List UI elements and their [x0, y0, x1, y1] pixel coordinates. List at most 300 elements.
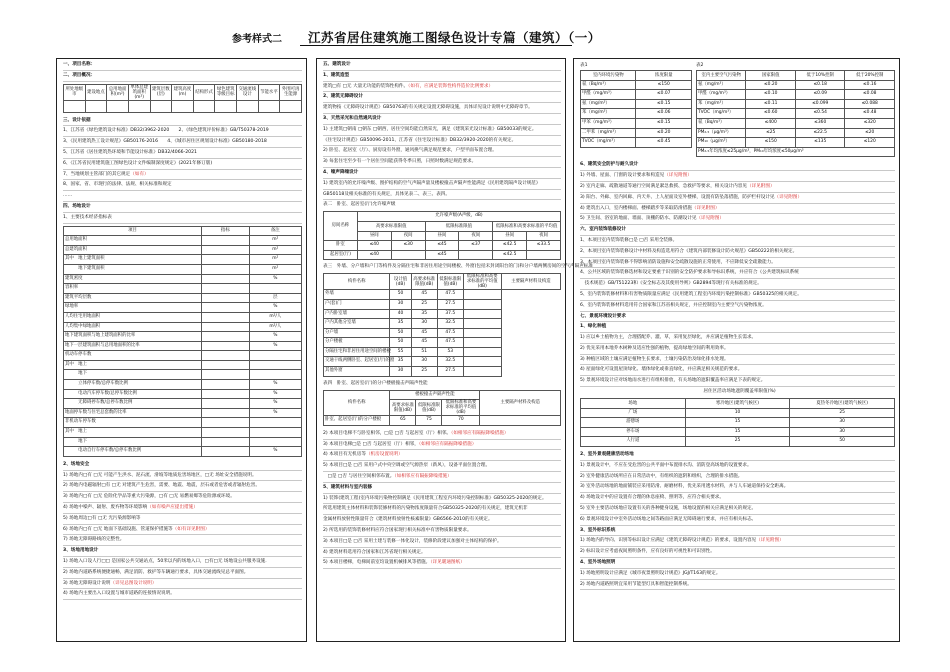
table-row — [64, 437, 302, 447]
table-row — [324, 338, 561, 348]
line-text: 2) 优先采用本地乔木树种及适应性强的植物，提高绿地空间的利用效率。 — [580, 345, 729, 351]
table-row — [324, 416, 561, 426]
table-row — [581, 427, 895, 437]
table-cell: % — [249, 332, 301, 342]
table-cell: 总用地面积 — [64, 236, 202, 246]
table-cell: ≤22.5 — [795, 128, 845, 138]
table-cell: 10 — [685, 408, 790, 418]
red-annotation: （如相邻应有隔振降噪措施） — [451, 430, 509, 436]
text-line — [580, 515, 895, 526]
line-text: 2) 本项目电梯不与卧室相邻，□是 □否 与起居室（厅）相邻。 — [323, 430, 452, 436]
table-row — [64, 341, 302, 351]
red-annotation: （详见附图） — [696, 216, 725, 222]
table-header-cell: 室内主要空气污染物 — [696, 71, 746, 81]
pollutant-table-title: 表1 — [580, 63, 588, 68]
line-text: 5) 本项目楼梯，电梯间前室均设置机械排风等措施。 — [323, 560, 431, 566]
line-text: 1) 场地内□有 □无 可能产生洪水、泥石流、滑坡等地质危害场地区，□无 场址安全措施说明。 — [63, 472, 257, 478]
line-text: 6、建筑安全防护与耐久设计 — [580, 162, 639, 168]
text-line — [63, 137, 302, 148]
line-text: 技术规范》GB/T51223和《安全标志及其使用导则》GB2894等现行有关标准的规定。 — [580, 281, 762, 287]
table-cell — [202, 428, 250, 438]
text-line — [580, 493, 895, 504]
red-annotation: （详见附图） — [691, 205, 720, 211]
line-text: 5) 室外主要活动场地应设置有关的各种健身设施，场地设置的相关应满足相关的规定。 — [580, 506, 757, 512]
table-row — [581, 80, 692, 90]
project-overview-table — [63, 84, 302, 113]
text-line — [63, 503, 302, 514]
table-cell: 分户楼板 — [324, 338, 390, 348]
table-cell: 25 — [411, 299, 437, 309]
line-text: 4) 场地内主要出入口设置与城市道路的连接情况说明。 — [63, 591, 175, 597]
table-row — [324, 328, 561, 338]
text-line — [63, 170, 302, 181]
line-text: 5、建筑材料与室内装修 — [323, 484, 373, 490]
table-row — [64, 274, 302, 284]
text-line — [580, 193, 895, 204]
text-line — [63, 180, 302, 191]
line-text: 1、主要技术经济指标表 — [63, 214, 112, 220]
table-cell: ≤0.099 — [795, 99, 845, 109]
table-cell: ≤0.45 — [636, 138, 691, 148]
table-cell — [202, 351, 250, 361]
table-row — [581, 99, 692, 109]
red-annotation: （如有详见附图） — [172, 526, 210, 532]
table-cell: 75 — [416, 416, 442, 426]
line-text: GB50118及相关标准的有关规定，具体见表二、表三、表四。 — [323, 191, 450, 197]
table-cell: % — [249, 341, 301, 351]
line-text: 建筑物按《无障碍设计规范》GB50763的有关规定设置无障碍设施，具体详见设计说明中无障碍章节。 — [323, 105, 533, 111]
text-line — [323, 146, 561, 157]
text-line — [580, 504, 895, 515]
table-cell: m²/人 — [249, 312, 301, 322]
table-cell: 25 — [411, 367, 437, 377]
section-heading — [63, 546, 302, 557]
table-header-cell: 交通流线设计 — [237, 84, 259, 100]
table-cell — [202, 389, 250, 399]
section-heading — [580, 312, 895, 323]
column-interior-and-landscape — [573, 58, 900, 642]
line-text: 2) 室外健康活动场所应在日常活动中，有组织的遮阴和组织，合理的排水措施。 — [580, 473, 743, 479]
pollutant-rows — [581, 80, 692, 147]
table-cell: ≤20 — [845, 128, 895, 138]
line-text: 1) 场地入口设人行□□ 是国家公共交通站点，50米以内的场地入口，□有□无 场地设公共服务设施. — [63, 558, 267, 564]
table-row — [324, 241, 561, 251]
table-header-cell: 指标 — [202, 226, 250, 236]
line-text: 4) 本项目有无机房等 — [323, 452, 366, 458]
pollutant-head-row — [581, 71, 692, 81]
table-header-cell: 昼间 — [357, 231, 391, 241]
table-header-cell: 高要求标准限值(dB) — [411, 274, 437, 290]
table-row — [64, 264, 302, 274]
line-text: 5、江苏省《居住建筑热环境和节能设计标准》DB32/4066-2021 — [63, 149, 197, 155]
table-cell — [280, 100, 302, 112]
table-cell: 卧室、起居室(厅)的分户楼板 — [324, 416, 390, 426]
table-cell — [463, 290, 501, 300]
table-cell: 地面停车数与住宅总套数的比率 — [64, 408, 202, 418]
table-cell — [463, 309, 501, 319]
table-cell: ≤400 — [746, 118, 796, 128]
table-cell: 绿地率 — [64, 303, 202, 313]
table-cell: 甲醛（mg/m³） — [581, 90, 636, 100]
table-cell: TVOC（mg/m³） — [696, 109, 746, 119]
section-heading — [580, 558, 895, 569]
line-text: □是 □否 与居住空间相邻布置。 — [323, 474, 395, 480]
section-heading — [323, 483, 561, 494]
table-cell: 电动自行车停车数/总停车数比例 — [64, 447, 202, 457]
table-header-cell: 绿色建筑等级目标 — [215, 84, 237, 100]
text-line — [323, 136, 561, 147]
table-cell: 外墙 — [324, 290, 390, 300]
text-line — [580, 355, 895, 366]
table-row — [64, 322, 302, 332]
line-text: 5、室内装饰装修材料和有害物质限量应满足《民用建筑工程室内环境污染控制标准》GB50325的相关规定。 — [580, 291, 802, 297]
line-text: 3、场地用地设计 — [63, 548, 99, 554]
text-line — [63, 159, 302, 170]
section-heading — [63, 202, 302, 213]
section-heading — [323, 92, 561, 103]
col3-lines-b — [574, 449, 899, 590]
line-text: 2、建筑无障碍设计 — [323, 94, 363, 100]
table-header-cell: 建筑高度(m) — [172, 84, 194, 100]
line-text: 2) 卧室、起居室（厅）、厨房设有外窗，通风换气满足规范要求，户型平面布置合理。 — [323, 148, 497, 154]
table-cell: 甲苯（mg/m³） — [581, 118, 636, 128]
table-cell — [202, 418, 250, 428]
table-cell: 分户墙 — [324, 328, 390, 338]
table-header-cell: 低限标准和高要求标准的平均值(dB) — [463, 274, 501, 290]
table-cell: 停车场 — [581, 427, 686, 437]
table-cell: % — [249, 447, 301, 457]
table-row — [324, 367, 561, 377]
table-cell — [202, 312, 250, 322]
line-text: 2) 所选用的装饰装修材料应符合国家现行相关标准中有害物质限量要求。 — [323, 528, 472, 534]
table-cell: ≤0.20 — [746, 80, 796, 90]
section-heading — [580, 160, 895, 171]
title-underline — [300, 45, 572, 46]
line-text: 2、本项目室内装饰装修设计中材料及构造选用符合《建筑内部装修设计防火规范》GB50222的相关规定。 — [580, 248, 798, 254]
table-cell: 27.5 — [437, 299, 463, 309]
noise-sub2-row — [324, 231, 561, 241]
section-heading — [63, 116, 302, 127]
line-text: 2、室外景观健康活动场地 — [580, 452, 634, 458]
table-cell: 30 — [390, 299, 411, 309]
text-line — [580, 461, 895, 472]
table-cell — [249, 351, 301, 361]
table-cell — [202, 447, 250, 457]
table-header-cell: 昼间 — [425, 231, 459, 241]
table-cell: 卧室 — [324, 241, 358, 251]
table-cell: 37.5 — [437, 309, 463, 319]
airborne-table-caption: 表三 外墙、分户墙和户门等构件及分隔住宅和非居住用途空间楼板、外窗(包括未封闭阳台的门)和分户墙两侧房间的空气声隔声标准 — [323, 264, 594, 270]
table-cell: ≤45 — [425, 241, 459, 251]
table-cell: 50 — [390, 290, 411, 300]
table-row — [64, 408, 302, 418]
section-heading — [580, 526, 895, 537]
table-cell — [202, 264, 250, 274]
section-heading — [63, 71, 302, 82]
text-line — [580, 247, 895, 258]
table-cell: 地下 — [64, 370, 202, 380]
line-text: 1) 场地照明设计应满足《城市夜景照明设计规范》JGJ/T163的规定。 — [580, 570, 721, 576]
text-line — [580, 236, 895, 247]
line-text: 1、绿化种植 — [580, 324, 607, 330]
table-row — [64, 428, 302, 438]
table-row — [64, 399, 302, 409]
table-cell: 50 — [390, 328, 411, 338]
tech-indicator-rows — [64, 236, 302, 457]
table-cell: 30 — [411, 319, 437, 329]
table-cell — [202, 303, 250, 313]
table-row — [64, 332, 302, 342]
table-cell: ≤0.54 — [795, 109, 845, 119]
table-cell: ≤37 — [459, 241, 493, 251]
text-line — [323, 472, 561, 483]
red-annotation: （如有，应满足装饰性构件造价比例要求） — [408, 83, 494, 89]
text-line — [63, 579, 302, 590]
table-row — [581, 437, 895, 447]
document-title: 江苏省居住建筑施工图绿色设计专篇（建筑）（一） — [308, 30, 601, 45]
table-cell: 苯（mg/m³） — [696, 99, 746, 109]
air-quality-rows — [696, 80, 894, 147]
table-row — [64, 351, 302, 361]
text-line — [63, 557, 302, 568]
table-cell: 氨（mg/m³） — [696, 80, 746, 90]
table-header-cell: 低于10%控制 — [795, 71, 845, 81]
table-cell: 27.5 — [437, 367, 463, 377]
table-cell — [128, 100, 150, 112]
line-text: 1、江苏省《绿色建筑设计标准》DB32/3962-2020 2、《绿色建筑评价标准》GB/T50378-2019 — [63, 128, 269, 134]
table-cell: PM₂.₅（μg/m³） — [696, 128, 746, 138]
line-text: 一、项目名称： — [63, 62, 96, 67]
table-cell: 30 — [790, 427, 895, 437]
red-annotation: （详见总图设计说明） — [110, 580, 157, 586]
table-header-cell: 备注 — [249, 226, 301, 236]
table-row — [64, 370, 302, 380]
section-heading — [323, 168, 561, 179]
line-text: 三、设计依据 — [63, 117, 91, 123]
text-line — [580, 290, 895, 301]
table-cell: 50 — [790, 437, 895, 447]
table-cell: 人行道 — [581, 437, 686, 447]
table-cell: m² — [249, 255, 301, 265]
section-heading — [580, 450, 895, 461]
impact-material-head: 主要隔声材料及构造 — [480, 390, 561, 416]
line-text: 2) 场地内道路系统便捷通畅，满足消防、救护等车辆通行要求，具体交通流线见总平面图。 — [63, 569, 249, 575]
table-cell — [249, 370, 301, 380]
line-text: 3) 阳台、外廊、室内回廊、内天井、上人屋面及室外楼梯，设置有防坠落措施，防护栏杆设计见 — [580, 194, 775, 200]
line-text: 所选用建筑主体材料和装饰装修材料的污染物浓度限量符合GB50325-2020的有关规定，建筑无机非 — [323, 506, 528, 512]
table-cell: 立体停车数/总停车数比例 — [64, 380, 202, 390]
table-cell: ≤120 — [845, 138, 895, 148]
text-line — [323, 429, 561, 440]
line-text: 1) 外墙、屋面、门窗的设计要求和构造见 — [580, 173, 665, 179]
line-text: 6) 场地内□有 □无 地面下基础设施、管道保护措施等 — [63, 526, 173, 532]
table-header-cell: 项目 — [64, 226, 202, 236]
text-line — [63, 525, 302, 536]
line-text: 5) 场地周边□有 □无 光污染源影响等 — [63, 515, 141, 521]
table-header-cell: 低限标准和高要求标准的平均值 — [493, 221, 561, 231]
table-row — [581, 418, 895, 428]
table-cell: 二甲苯（mg/m³） — [581, 128, 636, 138]
line-text: 1) 建筑室内的允许噪声级、围护结构的空气声隔声量及楼板撞击声隔声性能满足《民用建筑隔声设计规范》 — [323, 180, 541, 186]
table-row — [581, 408, 895, 418]
text-line — [580, 482, 895, 493]
table-header-cell: 低限标准和高要求标准的平均值(dB) — [442, 400, 480, 416]
table-cell: 45 — [411, 328, 437, 338]
table-cell: 25 — [685, 437, 790, 447]
impact-rows — [324, 416, 561, 426]
table-cell — [463, 319, 501, 329]
text-line — [580, 472, 895, 483]
table-cell: 45 — [411, 338, 437, 348]
table-header-cell: 夜间 — [391, 231, 425, 241]
table-cell: ≤150 — [746, 138, 796, 148]
text-line — [323, 558, 561, 569]
pollutant-limit-table — [580, 70, 692, 148]
text-line — [63, 148, 302, 159]
table-cell: 广场 — [581, 408, 686, 418]
line-text: 3) 种植区域的土壤应满足植物生长要求，土壤污染防治及绿化排水处理。 — [580, 356, 729, 362]
table-cell — [249, 418, 301, 428]
text-line — [580, 268, 895, 279]
table-cell: ≤0.07 — [636, 90, 691, 100]
line-text: 四、场地设计 — [63, 203, 91, 209]
table-cell: 35 — [390, 357, 411, 367]
table-row — [64, 245, 302, 255]
line-text: 五、建筑设计 — [323, 62, 351, 67]
table-cell: ≤0.20 — [636, 128, 691, 138]
line-text: 4) 屋面绿化可设置屋顶绿化、墙体绿化或垂直绿化，并应满足相关规范的要求。 — [580, 367, 743, 373]
line-text: 2) 标识设计应考虑夜间照明条件，应有良好的可视性和可识别性。 — [580, 549, 715, 555]
table-cell: ≤42.5 — [493, 241, 527, 251]
table-cell: 其中 地上 — [64, 428, 202, 438]
noise-rows — [324, 241, 561, 260]
table-cell — [85, 100, 107, 112]
table-header-cell: 结构形式 — [193, 84, 215, 100]
table-row — [696, 128, 894, 138]
table-cell: m² — [249, 245, 301, 255]
section-heading — [63, 60, 302, 71]
table-header-cell: 建设地点 — [85, 84, 107, 100]
table-row — [64, 380, 302, 390]
airborne-head-row — [324, 274, 561, 290]
table-cell: 45 — [411, 290, 437, 300]
document-header — [0, 26, 950, 48]
table-cell: 地下建筑面积 — [64, 264, 202, 274]
text-line — [580, 376, 895, 387]
section-heading — [580, 225, 895, 236]
text-line — [580, 279, 895, 290]
table-cell: ≤0.06 — [636, 109, 691, 119]
table-cell: % — [249, 380, 301, 390]
line-text: 7、当地规划主管部门的其它规定 — [63, 171, 131, 177]
red-annotation: （如有噪声应提出措施） — [147, 505, 198, 510]
table-row — [324, 319, 561, 329]
text-line — [63, 589, 302, 600]
line-text: 1) 主建筑□朝南 □朝东 □朝西，居住空间均能自然采光，满足《建筑采光设计标准》GB50033的规定。 — [323, 126, 537, 132]
text-line — [323, 504, 561, 515]
text-line — [323, 450, 561, 461]
table-cell: 建筑密度 — [64, 274, 202, 284]
line-text: 二、项目概况： — [63, 72, 96, 78]
table-cell: ≤0.15 — [636, 118, 691, 128]
table-cell — [249, 360, 301, 370]
col3-lines-a — [574, 159, 899, 387]
table-cell — [202, 399, 250, 409]
table-cell: 55 — [390, 347, 411, 357]
noise-sub-row — [324, 221, 561, 231]
column-project-and-site — [56, 58, 307, 642]
table-cell — [202, 322, 250, 332]
text-line — [323, 82, 561, 93]
air-quality-head-row — [696, 71, 894, 81]
table-cell — [202, 255, 250, 265]
text-line — [580, 569, 895, 580]
line-text: 5) 卫生间、浴室的地面、墙面、顶棚的防水、防潮设计见 — [580, 216, 697, 222]
line-text: 1) 场地内的导向、识别等标识设计应满足《建筑无障碍设计规范》的要求，设置内容见 — [580, 538, 757, 544]
text-line — [323, 157, 561, 168]
table-header-cell: 昼间 — [493, 231, 527, 241]
table-header-cell: 夜间 — [459, 231, 493, 241]
table-cell — [463, 328, 501, 338]
table-cell: ≤360 — [795, 118, 845, 128]
line-text: 4) 建筑材料选用符合国家和江苏省现行相关规定。 — [323, 549, 426, 555]
table-row — [324, 250, 561, 260]
table-header-cell: 低限标准限值(dB) — [437, 274, 463, 290]
text-line — [580, 344, 895, 355]
table-cell: % — [249, 408, 301, 418]
shade-table-caption: 居住区活动场地遮阴覆盖率限值(%) — [703, 389, 776, 395]
table-cell — [202, 408, 250, 418]
table-cell: 氨（mg/m³） — [581, 99, 636, 109]
table-row — [64, 284, 302, 294]
table-header-cell: 高要求标准限值(dB) — [390, 400, 416, 416]
table-cell — [193, 100, 215, 112]
line-text: 3) 本项目电梯□是 □否 与起居室（厅）相邻， — [323, 441, 419, 447]
noise-level-head: 允许噪声级(A声级，dB) — [357, 212, 560, 222]
text-line — [580, 365, 895, 376]
table-cell: 70 — [442, 416, 480, 426]
text-line — [323, 440, 561, 451]
table-cell: 甲醛（mg/m³） — [696, 90, 746, 100]
table-cell: ≤150 — [636, 80, 691, 90]
table-cell: ≤33.5 — [527, 241, 561, 251]
table-cell: 其中 地上 — [64, 360, 202, 370]
table-cell — [202, 380, 250, 390]
table-cell — [202, 332, 250, 342]
table-cell: 65 — [390, 416, 416, 426]
line-text: 六、室内装饰装修设计 — [580, 227, 626, 233]
line-text: 1、建筑造型 — [323, 72, 350, 78]
sample-label: 参考样式二 — [232, 34, 282, 45]
table-cell: ≤0.11 — [746, 99, 796, 109]
col1-top-lines — [57, 59, 306, 82]
table-cell: ≤0.10 — [746, 90, 796, 100]
table-row — [324, 347, 561, 357]
table-cell: ≤0.48 — [845, 109, 895, 119]
table-cell: 其中 地上建筑面积 — [64, 255, 202, 265]
noise-head-row — [324, 212, 561, 222]
impact-sound-table — [323, 390, 561, 426]
table-cell: 其他外窗 — [324, 367, 390, 377]
table-header-cell: 节能水平 — [258, 84, 280, 100]
line-text: 6、室内装饰装修材料选用符合国家和江苏省相关规定，并应控制室内主要空气污染物浓度。 — [580, 302, 767, 308]
table-cell: 40 — [390, 309, 411, 319]
text-line — [323, 515, 561, 526]
table-header-cell: 夜间 — [527, 231, 561, 241]
line-text: 5) 景观环境设计应对场地雨水进行有组织排放，有关场地的遮阳覆盖率应满足下表的规定。 — [580, 378, 766, 384]
table-row — [324, 299, 561, 309]
line-text: 6) 景观环境设计中室外活动场地之间等路面应满足无障碍通行要求，并应有相关标志。 — [580, 516, 757, 522]
